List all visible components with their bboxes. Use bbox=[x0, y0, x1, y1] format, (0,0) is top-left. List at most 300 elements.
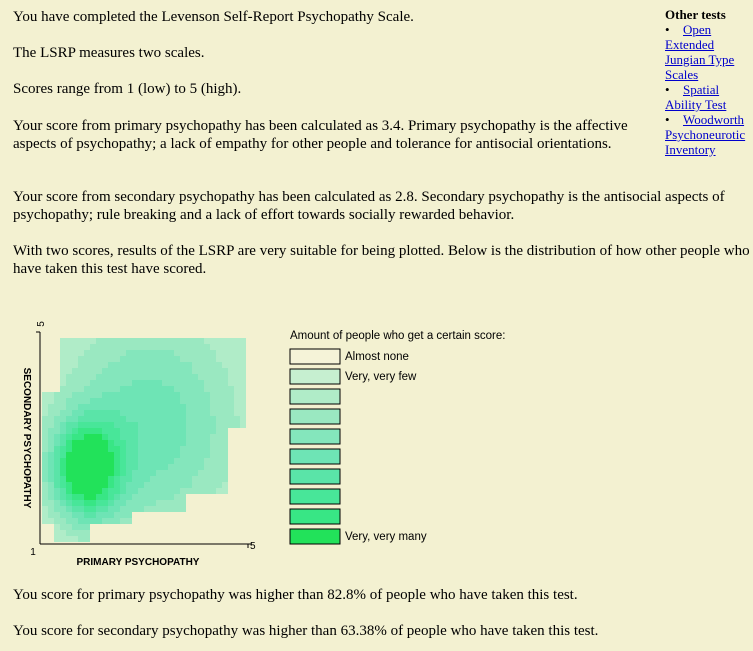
heatmap-cell bbox=[180, 356, 186, 362]
heatmap-cell bbox=[192, 416, 198, 422]
heatmap-cell bbox=[192, 476, 198, 482]
heatmap-cell bbox=[150, 422, 156, 428]
heatmap-cell bbox=[126, 458, 132, 464]
heatmap-cell bbox=[66, 458, 72, 464]
heatmap-cell bbox=[204, 368, 210, 374]
heatmap-cell bbox=[204, 380, 210, 386]
heatmap-cell bbox=[240, 398, 246, 404]
heatmap-cell bbox=[114, 440, 120, 446]
heatmap-cell bbox=[138, 398, 144, 404]
heatmap-cell bbox=[150, 374, 156, 380]
heatmap-cell bbox=[60, 464, 66, 470]
heatmap-cell bbox=[234, 368, 240, 374]
heatmap-cell bbox=[168, 428, 174, 434]
heatmap-cell bbox=[198, 422, 204, 428]
heatmap-cell bbox=[114, 398, 120, 404]
heatmap-cell bbox=[132, 446, 138, 452]
heatmap-cell bbox=[102, 446, 108, 452]
link-open-extended-jungian[interactable]: Open Extended Jungian Type Scales bbox=[665, 22, 735, 82]
heatmap-cell bbox=[126, 380, 132, 386]
heatmap-cell bbox=[72, 494, 78, 500]
heatmap-cell bbox=[186, 464, 192, 470]
heatmap-cell bbox=[84, 404, 90, 410]
heatmap-cell bbox=[42, 470, 48, 476]
heatmap-cell bbox=[60, 380, 66, 386]
heatmap-cell bbox=[72, 464, 78, 470]
heatmap-cell bbox=[216, 446, 222, 452]
heatmap-cell bbox=[192, 488, 198, 494]
heatmap-cell bbox=[186, 476, 192, 482]
heatmap-cell bbox=[54, 410, 60, 416]
heatmap-cell bbox=[60, 488, 66, 494]
heatmap-cell bbox=[204, 476, 210, 482]
heatmap-cell bbox=[42, 488, 48, 494]
heatmap-cell bbox=[180, 428, 186, 434]
heatmap-cell bbox=[120, 338, 126, 344]
heatmap-cell bbox=[162, 428, 168, 434]
heatmap-cell bbox=[162, 350, 168, 356]
heatmap-cell bbox=[198, 398, 204, 404]
heatmap-cell bbox=[168, 374, 174, 380]
heatmap-cell bbox=[114, 506, 120, 512]
heatmap-cell bbox=[162, 380, 168, 386]
heatmap-cell bbox=[60, 386, 66, 392]
heatmap-cell bbox=[66, 416, 72, 422]
heatmap-cell bbox=[204, 422, 210, 428]
range-text: Scores range from 1 (low) to 5 (high). bbox=[13, 81, 242, 97]
other-test-item bbox=[665, 82, 753, 112]
heatmap-cell bbox=[150, 386, 156, 392]
heatmap-cell bbox=[156, 476, 162, 482]
primary-score-text: Your score from primary psychopathy has been calculated as 3.4. Primary psychopathy is the affective aspects of psychopathy; a lack of empathy for other people and tolerance for antisocial orientations. bbox=[13, 118, 628, 152]
heatmap-cell bbox=[78, 446, 84, 452]
heatmap-cell bbox=[66, 518, 72, 524]
heatmap-cell bbox=[90, 398, 96, 404]
heatmap-cell bbox=[198, 362, 204, 368]
heatmap-cell bbox=[96, 404, 102, 410]
heatmap-cell bbox=[162, 506, 168, 512]
heatmap-cell bbox=[114, 404, 120, 410]
heatmap-cell bbox=[90, 338, 96, 344]
heatmap-cell bbox=[54, 416, 60, 422]
heatmap-cell bbox=[168, 392, 174, 398]
heatmap-cell bbox=[126, 440, 132, 446]
heatmap-cell bbox=[72, 368, 78, 374]
legend-swatch bbox=[290, 429, 340, 444]
heatmap-cell bbox=[150, 392, 156, 398]
heatmap-cell bbox=[234, 338, 240, 344]
heatmap-cell bbox=[216, 434, 222, 440]
heatmap-cell bbox=[108, 458, 114, 464]
heatmap-cell bbox=[102, 488, 108, 494]
heatmap-cell bbox=[216, 338, 222, 344]
heatmap-cell bbox=[210, 386, 216, 392]
heatmap-cell bbox=[54, 530, 60, 536]
heatmap-cell bbox=[102, 356, 108, 362]
heatmap-cell bbox=[162, 338, 168, 344]
heatmap-cell bbox=[78, 458, 84, 464]
heatmap-cell bbox=[132, 440, 138, 446]
heatmap-cell bbox=[102, 452, 108, 458]
heatmap-cell bbox=[228, 404, 234, 410]
heatmap-cell bbox=[162, 458, 168, 464]
heatmap-cell bbox=[162, 422, 168, 428]
heatmap-cell bbox=[156, 374, 162, 380]
heatmap-cell bbox=[72, 398, 78, 404]
heatmap-cell bbox=[114, 380, 120, 386]
heatmap-cell bbox=[120, 392, 126, 398]
heatmap-cell bbox=[240, 380, 246, 386]
heatmap-cell bbox=[222, 446, 228, 452]
heatmap-cell bbox=[84, 524, 90, 530]
link-woodworth[interactable]: Woodworth Psychoneurotic Inventory bbox=[665, 112, 746, 157]
heatmap-cell bbox=[42, 410, 48, 416]
heatmap-cell bbox=[54, 452, 60, 458]
heatmap-cell bbox=[96, 488, 102, 494]
heatmap-cell bbox=[108, 434, 114, 440]
heatmap-cell bbox=[84, 488, 90, 494]
heatmap-cell bbox=[156, 416, 162, 422]
heatmap-cell bbox=[156, 392, 162, 398]
heatmap-cell bbox=[84, 398, 90, 404]
heatmap-cell bbox=[180, 488, 186, 494]
heatmap-cell bbox=[210, 380, 216, 386]
heatmap-cell bbox=[78, 452, 84, 458]
heatmap-cell bbox=[216, 440, 222, 446]
heatmap-cell bbox=[156, 500, 162, 506]
heatmap-cell bbox=[84, 506, 90, 512]
heatmap-cell bbox=[198, 386, 204, 392]
heatmap-cell bbox=[126, 350, 132, 356]
heatmap-cell bbox=[48, 518, 54, 524]
heatmap-cell bbox=[186, 428, 192, 434]
heatmap-cell bbox=[156, 422, 162, 428]
heatmap-cell bbox=[228, 392, 234, 398]
heatmap-cell bbox=[156, 338, 162, 344]
heatmap-cell bbox=[96, 470, 102, 476]
heatmap-cell bbox=[210, 476, 216, 482]
heatmap-cell bbox=[138, 344, 144, 350]
heatmap-cell bbox=[240, 374, 246, 380]
heatmap-cell bbox=[138, 434, 144, 440]
heatmap-cell bbox=[192, 458, 198, 464]
heatmap-cell bbox=[84, 392, 90, 398]
heatmap-cell bbox=[156, 350, 162, 356]
heatmap-cell bbox=[42, 428, 48, 434]
heatmap-cell bbox=[90, 488, 96, 494]
heatmap-cell bbox=[216, 488, 222, 494]
heatmap-cell bbox=[66, 530, 72, 536]
heatmap-cell bbox=[108, 404, 114, 410]
heatmap-cell bbox=[174, 404, 180, 410]
heatmap-cell bbox=[138, 488, 144, 494]
heatmap-cell bbox=[84, 350, 90, 356]
heatmap-cell bbox=[174, 434, 180, 440]
heatmap-cell bbox=[174, 362, 180, 368]
heatmap-cell bbox=[78, 338, 84, 344]
heatmap-cell bbox=[126, 422, 132, 428]
heatmap-cell bbox=[78, 374, 84, 380]
heatmap-cell bbox=[222, 374, 228, 380]
heatmap-cell bbox=[138, 470, 144, 476]
heatmap-cell bbox=[192, 440, 198, 446]
heatmap-cell bbox=[66, 500, 72, 506]
heatmap-cell bbox=[126, 344, 132, 350]
heatmap-cell bbox=[144, 422, 150, 428]
heatmap-cell bbox=[102, 350, 108, 356]
heatmap-cell bbox=[90, 518, 96, 524]
heatmap-cell bbox=[150, 368, 156, 374]
heatmap-cell bbox=[72, 482, 78, 488]
heatmap-cell bbox=[120, 434, 126, 440]
bullet-icon: • bbox=[665, 22, 670, 37]
heatmap-cell bbox=[66, 344, 72, 350]
heatmap-cell bbox=[144, 446, 150, 452]
heatmap-cell bbox=[54, 518, 60, 524]
heatmap-cell bbox=[168, 386, 174, 392]
heatmap-cell bbox=[66, 482, 72, 488]
heatmap-cell bbox=[150, 506, 156, 512]
heatmap-cell bbox=[240, 422, 246, 428]
heatmap-cell bbox=[186, 356, 192, 362]
heatmap-cell bbox=[228, 338, 234, 344]
heatmap-cell bbox=[102, 470, 108, 476]
heatmap-cell bbox=[66, 476, 72, 482]
heatmap-cell bbox=[84, 446, 90, 452]
heatmap-cell bbox=[90, 392, 96, 398]
heatmap-cell bbox=[120, 386, 126, 392]
legend-label: Very, very few bbox=[345, 371, 417, 383]
heatmap-cell bbox=[156, 464, 162, 470]
heatmap-cell bbox=[174, 464, 180, 470]
heatmap-cell bbox=[198, 446, 204, 452]
heatmap-cell bbox=[48, 500, 54, 506]
heatmap-cell bbox=[102, 518, 108, 524]
heatmap-cell bbox=[78, 404, 84, 410]
heatmap-cell bbox=[192, 356, 198, 362]
heatmap-cell bbox=[66, 512, 72, 518]
heatmap-cell bbox=[54, 440, 60, 446]
heatmap-cell bbox=[240, 338, 246, 344]
heatmap-cell bbox=[192, 404, 198, 410]
heatmap-cell bbox=[126, 398, 132, 404]
heatmap-cell bbox=[210, 368, 216, 374]
heatmap-cell bbox=[90, 416, 96, 422]
heatmap-cell bbox=[108, 368, 114, 374]
heatmap-cell bbox=[168, 458, 174, 464]
heatmap-cell bbox=[150, 416, 156, 422]
heatmap-cell bbox=[54, 482, 60, 488]
heatmap-cell bbox=[60, 368, 66, 374]
heatmap-area bbox=[42, 338, 246, 542]
heatmap-cell bbox=[96, 422, 102, 428]
heatmap-cell bbox=[162, 440, 168, 446]
heatmap-cell bbox=[54, 464, 60, 470]
heatmap-cell bbox=[192, 470, 198, 476]
heatmap-cell bbox=[150, 350, 156, 356]
heatmap-cell bbox=[72, 392, 78, 398]
heatmap-cell bbox=[174, 446, 180, 452]
heatmap-cell bbox=[54, 476, 60, 482]
heatmap-cell bbox=[90, 446, 96, 452]
heatmap-cell bbox=[168, 482, 174, 488]
heatmap-cell bbox=[120, 368, 126, 374]
heatmap-cell bbox=[180, 500, 186, 506]
heatmap-cell bbox=[132, 404, 138, 410]
heatmap-cell bbox=[90, 482, 96, 488]
link-spatial-ability[interactable]: Spatial Ability Test bbox=[665, 82, 727, 112]
heatmap-cell bbox=[54, 398, 60, 404]
heatmap-cell bbox=[216, 452, 222, 458]
heatmap-cell bbox=[228, 362, 234, 368]
heatmap-cell bbox=[192, 344, 198, 350]
heatmap-cell bbox=[96, 482, 102, 488]
heatmap-cell bbox=[72, 530, 78, 536]
heatmap-cell bbox=[78, 482, 84, 488]
heatmap-cell bbox=[210, 362, 216, 368]
heatmap-cell bbox=[120, 398, 126, 404]
heatmap-cell bbox=[138, 506, 144, 512]
heatmap-cell bbox=[60, 512, 66, 518]
heatmap-cell bbox=[108, 476, 114, 482]
heatmap-cell bbox=[150, 470, 156, 476]
heatmap-cell bbox=[192, 422, 198, 428]
heatmap-cell bbox=[180, 398, 186, 404]
other-tests-list bbox=[665, 22, 753, 157]
heatmap-cell bbox=[102, 404, 108, 410]
heatmap-cell bbox=[162, 470, 168, 476]
heatmap-cell bbox=[180, 380, 186, 386]
heatmap-cell bbox=[174, 506, 180, 512]
legend-swatch bbox=[290, 509, 340, 524]
heatmap-cell bbox=[90, 362, 96, 368]
heatmap-cell bbox=[204, 464, 210, 470]
heatmap-cell bbox=[138, 350, 144, 356]
heatmap-cell bbox=[234, 392, 240, 398]
heatmap-cell bbox=[78, 518, 84, 524]
heatmap-cell bbox=[198, 452, 204, 458]
heatmap-cell bbox=[60, 530, 66, 536]
legend-swatch bbox=[290, 389, 340, 404]
heatmap-cell bbox=[96, 494, 102, 500]
heatmap-cell bbox=[60, 440, 66, 446]
heatmap-cell bbox=[66, 386, 72, 392]
heatmap-cell bbox=[66, 410, 72, 416]
heatmap-cell bbox=[132, 422, 138, 428]
heatmap-cell bbox=[180, 350, 186, 356]
heatmap-cell bbox=[78, 494, 84, 500]
heatmap-cell bbox=[84, 518, 90, 524]
heatmap-cell bbox=[186, 386, 192, 392]
heatmap-cell bbox=[186, 452, 192, 458]
heatmap-cell bbox=[150, 494, 156, 500]
heatmap-cell bbox=[78, 362, 84, 368]
heatmap-cell bbox=[204, 350, 210, 356]
heatmap-cell bbox=[234, 356, 240, 362]
heatmap-cell bbox=[234, 422, 240, 428]
heatmap-cell bbox=[240, 368, 246, 374]
heatmap-cell bbox=[192, 446, 198, 452]
heatmap-cell bbox=[204, 386, 210, 392]
heatmap-cell bbox=[186, 416, 192, 422]
heatmap-cell bbox=[186, 344, 192, 350]
heatmap-cell bbox=[54, 488, 60, 494]
heatmap-cell bbox=[198, 380, 204, 386]
heatmap-cell bbox=[216, 482, 222, 488]
heatmap-cell bbox=[156, 506, 162, 512]
heatmap-cell bbox=[42, 512, 48, 518]
heatmap-cell bbox=[84, 464, 90, 470]
heatmap-cell bbox=[174, 380, 180, 386]
heatmap-cell bbox=[138, 356, 144, 362]
heatmap-cell bbox=[108, 338, 114, 344]
heatmap-cell bbox=[108, 482, 114, 488]
heatmap-cell bbox=[216, 386, 222, 392]
heatmap-cell bbox=[66, 506, 72, 512]
heatmap-cell bbox=[114, 428, 120, 434]
heatmap-cell bbox=[114, 512, 120, 518]
heatmap-cell bbox=[126, 338, 132, 344]
heatmap-cell bbox=[78, 524, 84, 530]
heatmap-cell bbox=[60, 452, 66, 458]
heatmap-cell bbox=[174, 368, 180, 374]
heatmap-cell bbox=[102, 482, 108, 488]
legend-label: Almost none bbox=[345, 351, 409, 363]
heatmap-cell bbox=[120, 374, 126, 380]
heatmap-cell bbox=[96, 392, 102, 398]
heatmap-cell bbox=[216, 380, 222, 386]
heatmap-cell bbox=[60, 434, 66, 440]
heatmap-cell bbox=[216, 476, 222, 482]
heatmap-cell bbox=[78, 470, 84, 476]
heatmap-cell bbox=[84, 458, 90, 464]
heatmap-cell bbox=[216, 464, 222, 470]
heatmap-cell bbox=[150, 404, 156, 410]
heatmap-cell bbox=[72, 488, 78, 494]
heatmap-cell bbox=[108, 452, 114, 458]
heatmap-cell bbox=[240, 404, 246, 410]
heatmap-cell bbox=[216, 356, 222, 362]
heatmap-cell bbox=[192, 392, 198, 398]
heatmap-cell bbox=[234, 362, 240, 368]
heatmap-cell bbox=[228, 386, 234, 392]
heatmap-cell bbox=[198, 464, 204, 470]
heatmap-cell bbox=[60, 344, 66, 350]
heatmap-cell bbox=[54, 512, 60, 518]
heatmap-cell bbox=[150, 476, 156, 482]
heatmap-cell bbox=[84, 386, 90, 392]
heatmap-cell bbox=[216, 344, 222, 350]
heatmap-cell bbox=[234, 344, 240, 350]
heatmap-cell bbox=[138, 380, 144, 386]
heatmap-cell bbox=[48, 506, 54, 512]
heatmap-cell bbox=[192, 362, 198, 368]
heatmap-cell bbox=[60, 404, 66, 410]
heatmap-cell bbox=[192, 428, 198, 434]
heatmap-cell bbox=[240, 392, 246, 398]
heatmap-cell bbox=[96, 350, 102, 356]
heatmap-cell bbox=[168, 368, 174, 374]
heatmap-cell bbox=[72, 446, 78, 452]
heatmap-cell bbox=[96, 416, 102, 422]
heatmap-cell bbox=[216, 398, 222, 404]
heatmap-cell bbox=[186, 434, 192, 440]
heatmap-cell bbox=[240, 386, 246, 392]
heatmap-cell bbox=[72, 428, 78, 434]
heatmap-cell bbox=[132, 506, 138, 512]
heatmap-cell bbox=[114, 518, 120, 524]
heatmap-cell bbox=[96, 356, 102, 362]
